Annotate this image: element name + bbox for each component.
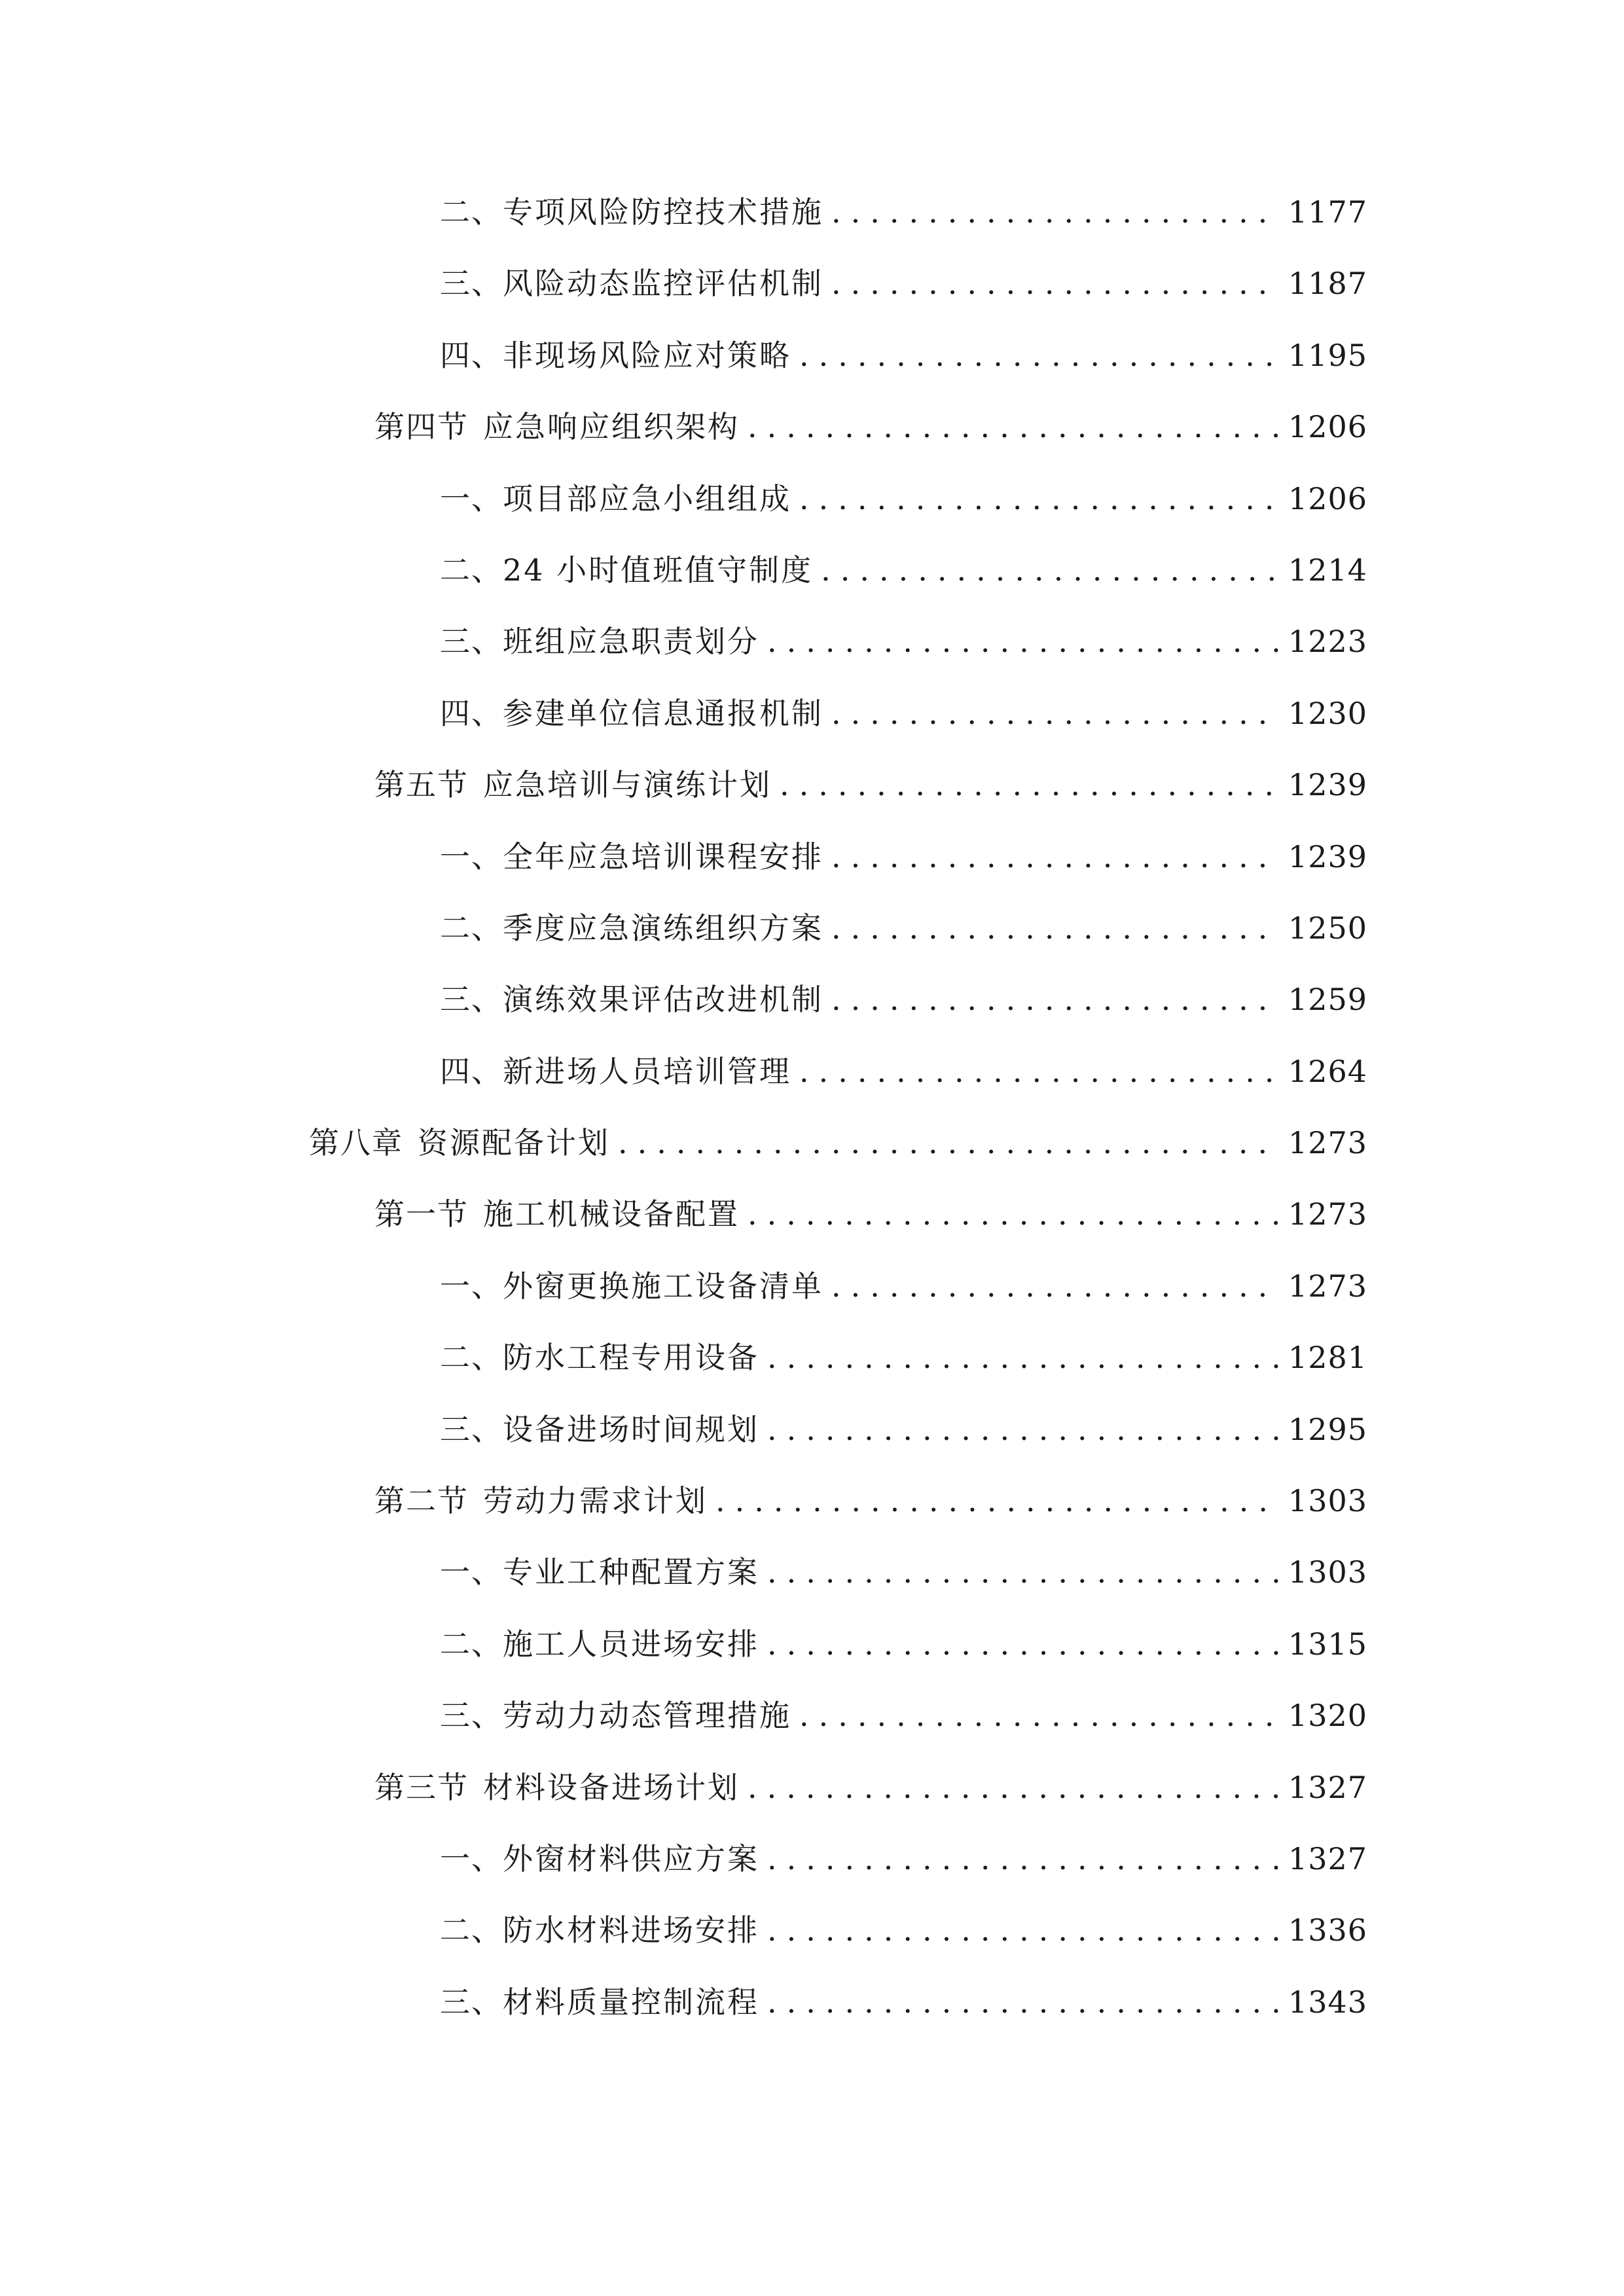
toc-entry-number: 三、 <box>440 1411 503 1447</box>
dot-leader <box>767 1394 1279 1465</box>
toc-entry-number: 一、 <box>440 1840 503 1876</box>
toc-entry-number: 二、 <box>440 910 503 946</box>
toc-entry-number: 二、 <box>440 194 503 230</box>
toc-entry-number: 四、 <box>440 695 503 731</box>
dot-leader <box>767 1322 1279 1393</box>
toc-entry-section[interactable] <box>0 749 1624 821</box>
toc-entry-title: 劳动力需求计划 <box>483 1483 708 1519</box>
toc-entry-section[interactable] <box>0 1752 1624 1823</box>
toc-entry-number: 一、 <box>440 480 503 516</box>
toc-entry-title: 材料设备进场计划 <box>483 1769 740 1805</box>
toc-entry-title: 设备进场时间规划 <box>503 1411 759 1447</box>
toc-entry-page-number: 1259 <box>1288 982 1367 1018</box>
toc-entry-title: 新进场人员培训管理 <box>503 1053 791 1089</box>
toc-entry-number: 一、 <box>440 1554 503 1590</box>
toc-entry-item[interactable] <box>0 1967 1624 2038</box>
toc-entry-item[interactable] <box>0 1537 1624 1608</box>
toc-entry-number: 一、 <box>440 1268 503 1304</box>
toc-entry-number: 三、 <box>440 266 503 302</box>
dot-leader <box>799 320 1279 391</box>
toc-entry-page-number: 1303 <box>1288 1554 1367 1590</box>
toc-entry-title: 非现场风险应对策略 <box>503 337 791 373</box>
toc-entry-title: 风险动态监控评估机制 <box>503 266 823 302</box>
toc-entry-page-number: 1206 <box>1288 409 1367 445</box>
toc-entry-title: 应急培训与演练计划 <box>483 767 772 803</box>
dot-leader <box>831 678 1279 749</box>
toc-entry-page-number: 1177 <box>1288 194 1367 230</box>
toc-entry-section[interactable] <box>0 1179 1624 1250</box>
dot-leader <box>767 606 1279 677</box>
toc-entry-number: 三、 <box>440 624 503 660</box>
toc-entry-page-number: 1327 <box>1288 1840 1367 1876</box>
toc-entry-item[interactable] <box>0 964 1624 1035</box>
toc-entry-chapter[interactable] <box>0 1107 1624 1179</box>
toc-entry-page-number: 1273 <box>1288 1196 1367 1232</box>
toc-entry-number: 第三节 <box>374 1769 469 1805</box>
dot-leader <box>767 1537 1279 1608</box>
toc-entry-title: 专项风险防控技术措施 <box>503 194 823 230</box>
toc-entry-title: 劳动力动态管理措施 <box>503 1698 791 1734</box>
dot-leader <box>715 1465 1279 1537</box>
toc-entry-item[interactable] <box>0 1680 1624 1751</box>
toc-entry-item[interactable] <box>0 1823 1624 1895</box>
toc-entry-title: 季度应急演练组织方案 <box>503 910 823 946</box>
toc-entry-number: 四、 <box>440 1053 503 1089</box>
toc-entry-item[interactable] <box>0 606 1624 677</box>
dot-leader <box>831 893 1279 964</box>
toc-entry-item[interactable] <box>0 463 1624 535</box>
dot-leader <box>767 1823 1279 1895</box>
toc-entry-title: 资源配备计划 <box>418 1125 610 1161</box>
toc-entry-title: 专业工种配置方案 <box>503 1554 759 1590</box>
toc-entry-page-number: 1206 <box>1288 480 1367 516</box>
toc-entry-page-number: 1250 <box>1288 910 1367 946</box>
toc-entry-item[interactable] <box>0 1251 1624 1322</box>
dot-leader <box>831 821 1279 893</box>
toc-entry-page-number: 1320 <box>1288 1698 1367 1734</box>
toc-entry-section[interactable] <box>0 391 1624 463</box>
toc-entry-title: 应急响应组织架构 <box>483 409 740 445</box>
toc-entry-number: 第五节 <box>374 767 469 803</box>
dot-leader <box>831 964 1279 1035</box>
toc-entry-page-number: 1273 <box>1288 1125 1367 1161</box>
toc-entry-page-number: 1343 <box>1288 1984 1367 2020</box>
toc-entry-title: 项目部应急小组组成 <box>503 480 791 516</box>
toc-entry-item[interactable] <box>0 1322 1624 1393</box>
toc-entry-item[interactable] <box>0 248 1624 319</box>
toc-entry-page-number: 1214 <box>1288 552 1367 588</box>
dot-leader <box>748 1752 1279 1823</box>
dot-leader <box>767 1895 1279 1966</box>
dot-leader <box>767 1967 1279 2038</box>
toc-entry-number: 三、 <box>440 982 503 1018</box>
dot-leader <box>748 391 1279 463</box>
dot-leader <box>799 463 1279 535</box>
toc-entry-page-number: 1336 <box>1288 1912 1367 1948</box>
dot-leader <box>767 1609 1279 1680</box>
dot-leader <box>821 535 1279 606</box>
dot-leader <box>831 1251 1279 1322</box>
toc-entry-item[interactable] <box>0 821 1624 893</box>
toc-entry-page-number: 1327 <box>1288 1769 1367 1805</box>
toc-entry-page-number: 1187 <box>1288 266 1367 302</box>
dot-leader <box>799 1036 1279 1107</box>
dot-leader <box>831 177 1279 248</box>
toc-entry-item[interactable] <box>0 535 1624 606</box>
dot-leader <box>780 749 1279 821</box>
toc-entry-item[interactable] <box>0 1609 1624 1680</box>
toc-entry-page-number: 1264 <box>1288 1053 1367 1089</box>
toc-entry-title: 外窗材料供应方案 <box>503 1840 759 1876</box>
toc-entry-number: 三、 <box>440 1984 503 2020</box>
toc-entry-item[interactable] <box>0 893 1624 964</box>
toc-entry-item[interactable] <box>0 1895 1624 1966</box>
toc-entry-title: 材料质量控制流程 <box>503 1984 759 2020</box>
toc-entry-title: 防水工程专用设备 <box>503 1340 759 1376</box>
toc-entry-number: 四、 <box>440 337 503 373</box>
toc-entry-title: 全年应急培训课程安排 <box>503 838 823 874</box>
toc-entry-title: 参建单位信息通报机制 <box>503 695 823 731</box>
toc-entry-number: 一、 <box>440 838 503 874</box>
dot-leader <box>799 1680 1279 1751</box>
toc-entry-item[interactable] <box>0 678 1624 749</box>
toc-entry-page-number: 1239 <box>1288 767 1367 803</box>
toc-entry-title: 施工机械设备配置 <box>483 1196 740 1232</box>
toc-entry-number: 二、 <box>440 1912 503 1948</box>
toc-entry-title: 外窗更换施工设备清单 <box>503 1268 823 1304</box>
dot-leader <box>831 248 1279 319</box>
toc-entry-page-number: 1195 <box>1288 337 1367 373</box>
toc-entry-item[interactable] <box>0 177 1624 248</box>
toc-entry-page-number: 1295 <box>1288 1411 1367 1447</box>
toc-entry-item[interactable] <box>0 1394 1624 1465</box>
toc-entry-page-number: 1315 <box>1288 1626 1367 1662</box>
toc-entry-number: 三、 <box>440 1698 503 1734</box>
toc-entry-number: 第二节 <box>374 1483 469 1519</box>
toc-entry-title: 施工人员进场安排 <box>503 1626 759 1662</box>
toc-entry-page-number: 1303 <box>1288 1483 1367 1519</box>
toc-entry-number: 二、 <box>440 1340 503 1376</box>
toc-entry-number: 第一节 <box>374 1196 469 1232</box>
toc-entry-page-number: 1230 <box>1288 695 1367 731</box>
toc-entry-item[interactable] <box>0 1036 1624 1107</box>
toc-entry-page-number: 1239 <box>1288 838 1367 874</box>
toc-entry-number: 第八章 <box>309 1125 403 1161</box>
toc-entry-title: 班组应急职责划分 <box>503 624 759 660</box>
toc-entry-title: 防水材料进场安排 <box>503 1912 759 1948</box>
dot-leader <box>618 1107 1279 1179</box>
table-of-contents <box>0 177 1624 2038</box>
toc-entry-number: 二、 <box>440 552 503 588</box>
toc-entry-item[interactable] <box>0 320 1624 391</box>
toc-entry-number: 二、 <box>440 1626 503 1662</box>
toc-entry-section[interactable] <box>0 1465 1624 1537</box>
dot-leader <box>748 1179 1279 1250</box>
toc-entry-page-number: 1273 <box>1288 1268 1367 1304</box>
toc-entry-title: 演练效果评估改进机制 <box>503 982 823 1018</box>
toc-entry-title: 24 小时值班值守制度 <box>503 552 814 588</box>
toc-entry-number: 第四节 <box>374 409 469 445</box>
toc-entry-page-number: 1281 <box>1288 1340 1367 1376</box>
toc-entry-page-number: 1223 <box>1288 624 1367 660</box>
